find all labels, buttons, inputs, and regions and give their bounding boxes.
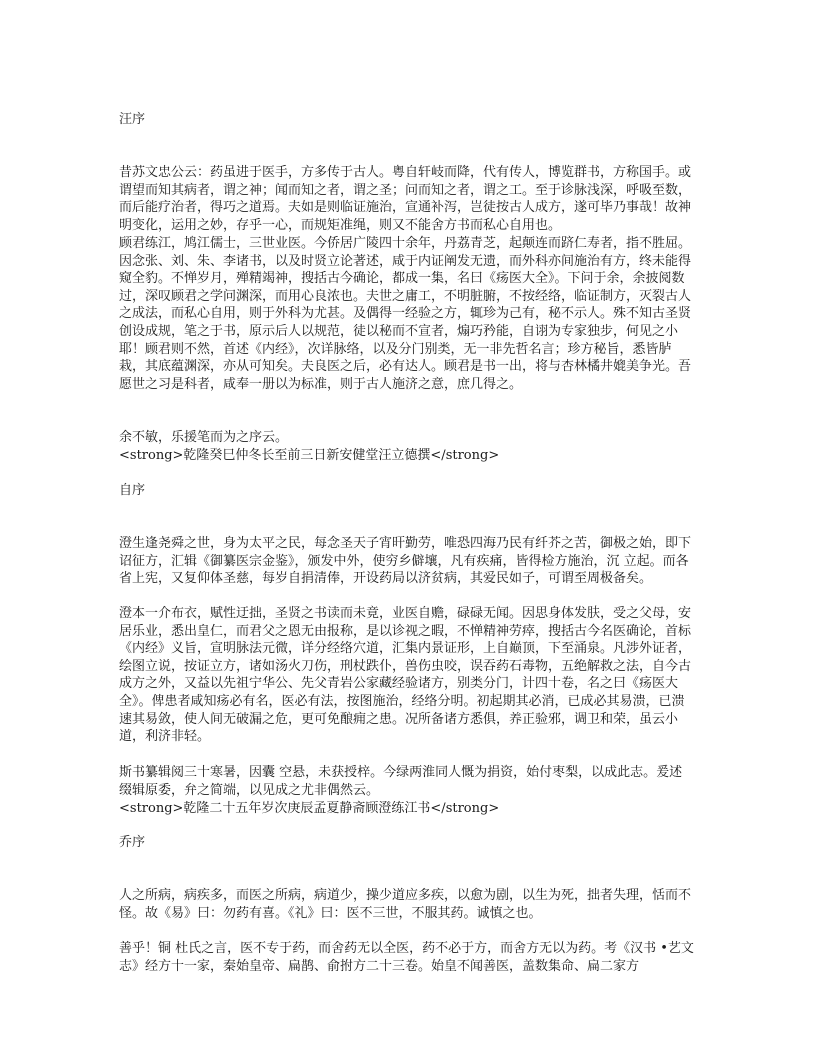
paragraph: 善乎！铜 杜氏之言，医不专于药，而舍药无以全医，药不必于方，而舍方无以为药。考《汉书 •艺文志》经方十一家，秦始皇帝、扁鹊、俞拊方二十三卷。始皇不闻善医，盖数集命、扁二家方 [119,941,694,974]
paragraph: 斯书纂辑阅三十寒暑，因囊 空悬，未获授梓。今绿两淮同人慨为捐资，始付枣梨，以成此志。爰述缀辑原委，弁之简端，以见成之尤非偶然云。 [119,765,683,798]
paragraph: 昔苏文忠公云：药虽进于医手，方多传于古人。粤自轩岐而降，代有传人，博览群书，方称国手。或谓望而知其病者，谓之神；闻而知之者，谓之圣；问而知之者，谓之工。至于诊脉浅深，呼吸至数，而后能疗治者，得巧之道焉。夫如是则临证施治，宣通补泻，岂徒按古人成方，遂可毕乃事哉！故神明变化，运用之妙，存乎一心，而规矩准绳，则又不能舍方书而私心自用也。 [119,165,692,233]
section-heading-author: 自序 [119,483,146,498]
paragraph: 澄生逢尧舜之世，身为太平之民，每念圣天子宵旰勤劳，唯恐四海乃民有纤芥之苦，御极之始，即下诏征方，汇辑《御纂医宗金鉴》，颁发中外，使穷乡僻壤，凡有疾痛，皆得检方施治，沉 立起。而各省上宪，又复仰体圣慈，每岁自捐清俸，开设药局以济贫病，其爱民如子，可谓至周极备矣。 [119,536,692,587]
paragraph: 澄本一介布衣，赋性迂拙，圣贤之书读而未竟，业医自赡，碌碌无闻。因思身体发肤，受之父母，安居乐业，悉出皇仁，而君父之恩无由报称，是以诊视之暇，不惮精神劳瘁，搜括古今名医确论，首标《内经》义旨，宣明脉法元微，详分经络穴道，汇集内景证形，上自巅顶，下至涌泉。凡涉外证者，绘图立说，按证立方，诸如汤火刀伤，刑杖跌仆，兽伤虫咬，误吞药石毒物，五绝解救之法，自今古成方之外，又益以先祖宁华公、先父青岩公家藏经验诸方，别类分门，计四十卷，名之曰《疡医大全》。俾患者咸知疡必有名，医必有法，按图施治，经络分明。初起期其必消，已成必其易溃，已溃速其易敛，使人间无破漏之危，更可免酿痈之患。况所备诸方悉俱，养正验邪，调卫和荣，虽云小道，利济非轻。 [119,606,692,745]
paragraph: 顾君练江，鸠江儒士，三世业医。今侨居广陵四十余年，丹荔青芝，起颠连而跻仁寿者，指不胜屈。因念张、刘、朱、李诸书，以及时贤立论著述，咸于内证阐发无遗，而外科亦间施治有方，终未能得窥全豹。不惮岁月，殚精竭神，搜括古今确论，都成一集，名曰《疡医大全》。下问于余，余披阅数过，深叹顾君之学问渊深，而用心良浓也。夫世之庸工，不明脏腑，不按经络，临证制方，灭裂古人之成法，而私心自用，则于外科为尤甚。及偶得一经验之方，辄珍为己有，秘不示人。殊不知古圣贤创设成规，笔之于书，原示后人以规范，徒以秘而不宣者，煽巧矜能，自诩为专家独步，何见之小耶！顾君则不然，首述《内经》，次详脉络，以及分门别类，无一非先哲名言；珍方秘旨，悉皆胪栽，其底蕴渊深，亦从可知矣。夫良医之后，必有达人。顾君是书一出，将与杏林橘井媲美争光。吾愿世之习是科者，咸奉一册以为标准，则于古人施济之意，庶几得之。 [119,236,692,392]
preface-signature: <strong>乾隆二十五年岁次庚辰孟夏静斋顾澄练江书</strong> [119,801,500,816]
paragraph: 人之所病，病疾多，而医之所病，病道少，操少道应多疾，以愈为剧，以生为死，拙者失理，恬而不怪。故《易》曰：勿药有喜。《礼》曰：医不三世，不服其药。诚慎之也。 [119,888,692,921]
paragraph: 余不敏，乐援笔而为之序云。 [119,430,289,445]
preface-signature: <strong>乾隆癸巳仲冬长至前三日新安健堂汪立德撰</strong> [119,448,500,463]
section-heading-wang: 汪序 [119,112,146,127]
section-heading-qiao: 乔序 [119,835,146,850]
